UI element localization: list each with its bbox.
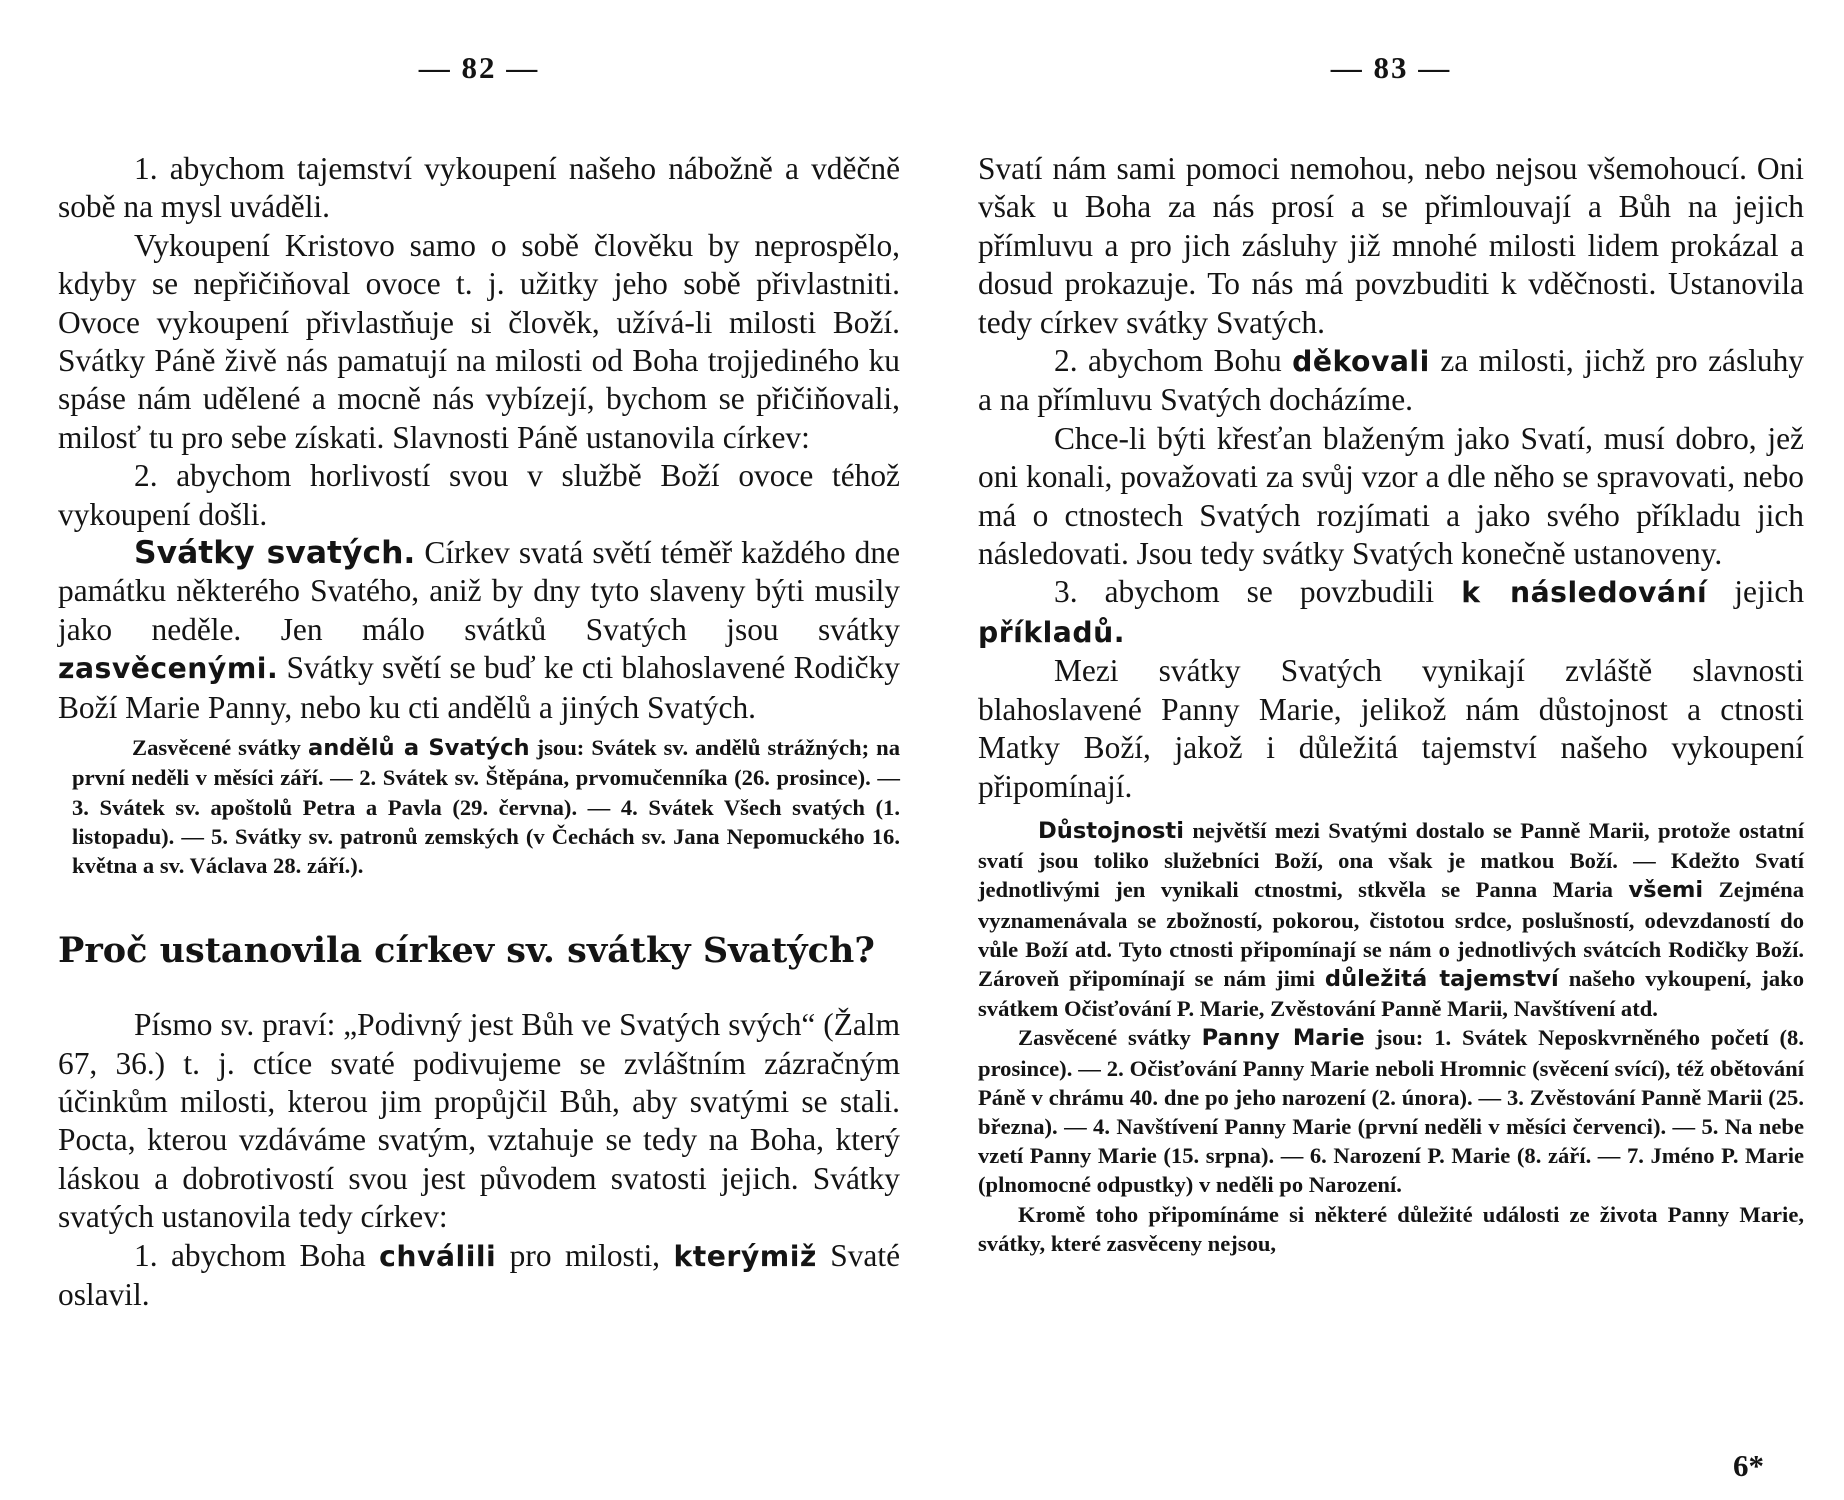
emphasis: andělů a Svatých [307,735,530,762]
emphasis: kterýmiž [673,1239,817,1273]
paragraph-text: 1. abychom Boha [134,1237,380,1273]
paragraph-text: za milosti, jichž pro zásluhy a na přímluvu Svatých docházíme. [978,343,1804,418]
paragraph: Písmo sv. praví: „Podivný jest Bůh ve Svatých svých“ (Žalm 67, 36.) t. j. ctíce svaté podivujeme se zvláštním zázračným účinkům milosti, kterou jim propůjčil Bůh, aby svatými se stali. Pocta, kterou vzdáváme svatým, vztahuje se tedy na Boha, který láskou a dobrotivostí svou jest původem svatosti jejich. Svátky svatých ustanovila tedy církev: [58,1007,900,1235]
note [978,816,1804,1023]
right-page [978,0,1804,1500]
left-body [58,150,900,727]
note-text: největší mezi Svatými dostalo se Panně Marii, protože ostatní svatí jsou toliko služebníci Boží, ona však je matkou Boží. — Kdežto Svatí jednotlivými jen vynikali ctnostmi, stkvěla se Panna Maria [978,817,1804,903]
page-number-left: — 82 — [418,50,540,85]
paragraph [978,342,1804,420]
emphasis: důležitá tajemství [1324,965,1559,992]
emphasis: příkladů. [978,615,1125,649]
paragraph-text: pro milosti, [496,1237,674,1273]
emphasis: k následování [1461,576,1708,610]
paragraph-text: Svaté oslavil. [58,1237,900,1312]
lead-heading: Důstojnosti [1038,817,1184,844]
signature-mark: 6* [1733,1448,1764,1483]
paragraph-text: Církev svatá světí téměř každého dne památku některého Svatého, aniž by dny tyto slaveny býti musily jako neděle. Jen málo svátků Svatých jsou svátky [58,535,901,647]
paragraph-text: Svátky světí se buď ke cti blahoslavené Rodičky Boží Marie Panny, nebo ku cti andělů a jiných Svatých. [58,650,900,725]
paragraph: Chce-li býti křesťan blaženým jako Svatí, musí dobro, jež oni konali, považovati za svůj vzor a dle něho se spravovati, nebo má o ctnostech Svatých rozjímati a jako svého příkladu jich následovati. Jsou tedy svátky Svatých konečně ustanoveny. [978,420,1804,572]
note-text: Zasvěcené svátky [1018,1025,1202,1051]
emphasis: zasvěcenými. [58,652,279,686]
note [978,1023,1804,1199]
paragraph-text: jejich [1707,574,1805,610]
note-text: našeho vykoupení, jako svátkem Očisťování P. Marie, Zvěstování Panně Marii, Navštívení atd. [978,965,1805,1022]
section-heading: Proč ustanovila církev sv. svátky Svatých? [58,930,875,972]
left-body-2 [58,1006,900,1314]
paragraph: 2. abychom horlivostí svou v službě Boží ovoce téhož vykoupení došli. [58,458,900,532]
paragraph-text: 2. abychom Bohu [1054,343,1293,379]
paragraph: Vykoupení Kristovo samo o sobě člověku by neprospělo, kdyby se nepřičiňoval ovoce t. j. užitky jeho sobě přivlastniti. Ovoce vykoupení přivlastňuje si člověk, užívá-li milosti Boží. Svátky Páně živě nás pamatují na milosti od Boha trojjediného ku spáse nám udělené a mocně nás vybízejí, bychom se přičiňovali, milosť tu pro sebe získati. Slavnosti Páně ustanovila církev: [58,227,900,455]
lead-heading: Svátky svatých. [134,535,416,572]
paragraph: 1. abychom tajemství vykoupení našeho nábožně a vděčně sobě na mysl uváděli. [58,151,900,225]
emphasis: děkovali [1292,345,1430,379]
paragraph: Mezi svátky Svatých vynikají zvláště slavnosti blahoslavené Panny Marie, jelikož nám důstojnost a ctnosti Matky Boží, jakož i důležitá tajemství našeho vykoupení připomínají. [978,653,1804,804]
paragraph [58,534,900,727]
note-text: jsou: 1. Svátek Neposkvrněného početí (8. prosince). — 2. Očisťování Panny Marie neboli Hromnic (svěcení svící), též obětování Páně v chrámu 40. dne po jeho narození (2. února). — 3. Zvěstování Panně Marii (25. března). — 4. Navštívení Panny Marie (první neděli v měsíci červenci). — 5. Na nebe vzetí Panny Marie (15. srpna). — 6. Narození P. Marie (8. září. — 7. Jméno P. Marie (plnomocné odpustky) v neděli po Narození. [978,1025,1804,1198]
paragraph-text: 3. abychom se povzbudili [1054,574,1462,610]
page-number-right: — 83 — [1330,50,1452,85]
note-text: Zejména vyznamenávala se zbožností, pokorou, čistotou srdce, poslušností, odevzdaností do vůle Boží atd. Tyto ctnosti připomínají se nám o jednotlivých svátcích Rodičky Boží. Zároveň připomínají se nám jimi [978,877,1804,991]
note: Kromě toho připomínáme si některé důležité události ze života Panny Marie, svátky, které zasvěceny nejsou, [978,1201,1804,1256]
note-text: jsou: Svátek sv. andělů strážných; na první neděli v měsíci září. — 2. Svátek sv. Štěpána, prvomučenníka (26. prosince). — 3. Svátek sv. apoštolů Petra a Pavla (29. června). — 4. Svátek Všech svatých (1. listopadu). — 5. Svátky sv. patronů zemských (v Čechách sv. Jana Nepomuckého 16. května a sv. Václava 28. září.). [72,735,900,878]
paragraph: Svatí nám sami pomoci nemohou, nebo nejsou všemohoucí. Oni však u Boha za nás prosí a se přimlouvají a Bůh na jejich přímluvu a pro jich zásluhy již mnohé milosti lidem prokázal a dosud prokazuje. To nás má povzbuditi k vděčnosti. Ustanovila tedy církev svátky Svatých. [978,151,1804,340]
emphasis: všemi [1628,877,1704,904]
right-body [978,150,1804,806]
small-note [58,733,900,880]
emphasis: chválili [379,1239,497,1273]
paragraph [58,1237,900,1315]
note-text: Zasvěcené svátky [132,735,308,761]
emphasis: Panny Marie [1201,1025,1365,1052]
paragraph [978,573,1804,652]
small-notes [978,816,1804,1258]
left-page [58,0,900,1500]
